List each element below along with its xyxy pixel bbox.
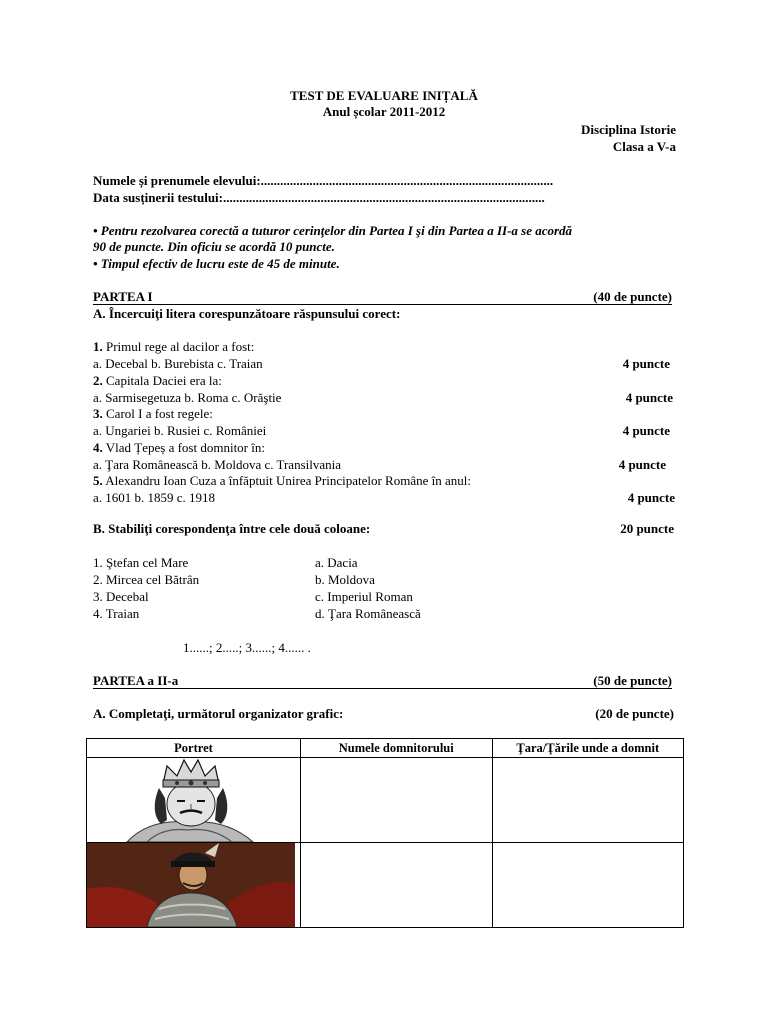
question-4: [93, 440, 265, 456]
part1-a-title: A. Încercuiţi litera corespunzătoare răspunsului corect:: [93, 306, 401, 321]
match-right-d: d. Ţara Românească: [315, 606, 421, 621]
question-3-options[interactable]: a. Ungariei b. Rusiei c. României: [93, 423, 267, 438]
question-number: 2.: [93, 373, 103, 388]
question-2-options[interactable]: a. Sarmisegetuza b. Roma c. Orăştie: [93, 390, 282, 405]
class-label: Clasa a V-a: [612, 139, 676, 154]
test-date-label: Data susținerii testului:: [93, 190, 223, 205]
test-title: TEST DE EVALUARE INIȚALĂ: [290, 88, 478, 103]
discipline: Disciplina Istorie: [581, 122, 676, 137]
question-3-points: 4 puncte: [622, 423, 670, 438]
question-text: Alexandru Ioan Cuza a înfăptuit Unirea Principatelor Române în anul:: [102, 473, 471, 488]
school-year: Anul școlar 2011-2012: [322, 104, 446, 119]
student-name-field[interactable]: [93, 173, 553, 189]
match-left-2: 2. Mircea cel Bătrân: [93, 572, 200, 587]
portrait-armored-ruler: [87, 843, 295, 927]
part2-underline: [93, 688, 672, 689]
header-ruler-name: Numele domnitorului: [300, 739, 492, 758]
table-row: [87, 758, 684, 843]
question-3: [93, 406, 213, 422]
country-cell[interactable]: [492, 843, 683, 928]
match-left-4: 4. Traian: [93, 606, 140, 621]
question-2: [93, 373, 222, 389]
header-country: Ţara/Ţările unde a domnit: [492, 739, 683, 758]
part1-b-points: 20 puncte: [620, 521, 674, 536]
part2-points: (50 de puncte): [593, 673, 672, 688]
match-right-a: a. Dacia: [315, 555, 358, 570]
part1-underline: [93, 304, 672, 305]
test-date-field[interactable]: [93, 190, 545, 206]
part1-points: (40 de puncte): [593, 289, 672, 304]
part2-title: PARTEA a II-a: [93, 673, 179, 688]
question-number: 3.: [93, 406, 103, 421]
match-answer-line[interactable]: 1......; 2.....; 3......; 4...... .: [183, 640, 311, 655]
part2-a-title: A. Completaţi, următorul organizator grafic:: [93, 706, 344, 721]
question-number: 4.: [93, 440, 103, 455]
test-date-dots: ...................................................................................................: [223, 190, 545, 205]
portrait-cell: [87, 758, 301, 843]
graphic-organizer-table: [86, 738, 684, 928]
armored-ruler-image: [87, 843, 295, 927]
question-5: [93, 473, 471, 489]
match-right-b: b. Moldova: [315, 572, 375, 587]
ruler-name-cell[interactable]: [300, 758, 492, 843]
question-4-options[interactable]: a. Ţara Românească b. Moldova c. Transilvania: [93, 457, 342, 472]
part1-b-title: B. Stabiliţi corespondenţa între cele două coloane:: [93, 521, 371, 536]
match-left-1: 1. Ştefan cel Mare: [93, 555, 189, 570]
match-left-3: 3. Decebal: [93, 589, 149, 604]
match-right-c: c. Imperiul Roman: [315, 589, 413, 604]
part2-a-points: (20 de puncte): [595, 706, 674, 721]
question-number: 1.: [93, 339, 103, 354]
header-portrait: Portret: [87, 739, 301, 758]
question-text: Carol I a fost regele:: [102, 406, 213, 421]
question-4-points: 4 puncte: [618, 457, 666, 472]
table-row: [87, 843, 684, 928]
country-cell[interactable]: [492, 758, 683, 843]
question-1-points: 4 puncte: [622, 356, 670, 371]
ruler-name-cell[interactable]: [300, 843, 492, 928]
question-number: 5.: [93, 473, 103, 488]
instruction-line-3: • Timpul efectiv de lucru este de 45 de minute.: [93, 256, 340, 271]
instruction-line-2: 90 de puncte. Din oficiu se acordă 10 puncte.: [93, 239, 335, 254]
question-5-points: 4 puncte: [627, 490, 675, 505]
question-text: Primul rege al dacilor a fost:: [102, 339, 255, 354]
question-1-options[interactable]: a. Decebal b. Burebista c. Traian: [93, 356, 263, 371]
table-header-row: [87, 739, 684, 758]
portrait-cell: [87, 843, 301, 928]
student-name-dots: ..........................................................................................: [260, 173, 554, 188]
crowned-ruler-image: [87, 758, 295, 842]
part1-title: PARTEA I: [93, 289, 153, 304]
portrait-crowned-ruler: [87, 758, 295, 842]
question-text: Capitala Daciei era la:: [102, 373, 222, 388]
question-2-points: 4 puncte: [625, 390, 673, 405]
question-5-options[interactable]: a. 1601 b. 1859 c. 1918: [93, 490, 216, 505]
instruction-line-1: • Pentru rezolvarea corectă a tuturor cerinţelor din Partea I şi din Partea a II-a se acordă: [93, 223, 573, 238]
question-1: [93, 339, 254, 355]
student-name-label: Numele și prenumele elevului:: [93, 173, 261, 188]
question-text: Vlad Țepeș a fost domnitor în:: [102, 440, 265, 455]
